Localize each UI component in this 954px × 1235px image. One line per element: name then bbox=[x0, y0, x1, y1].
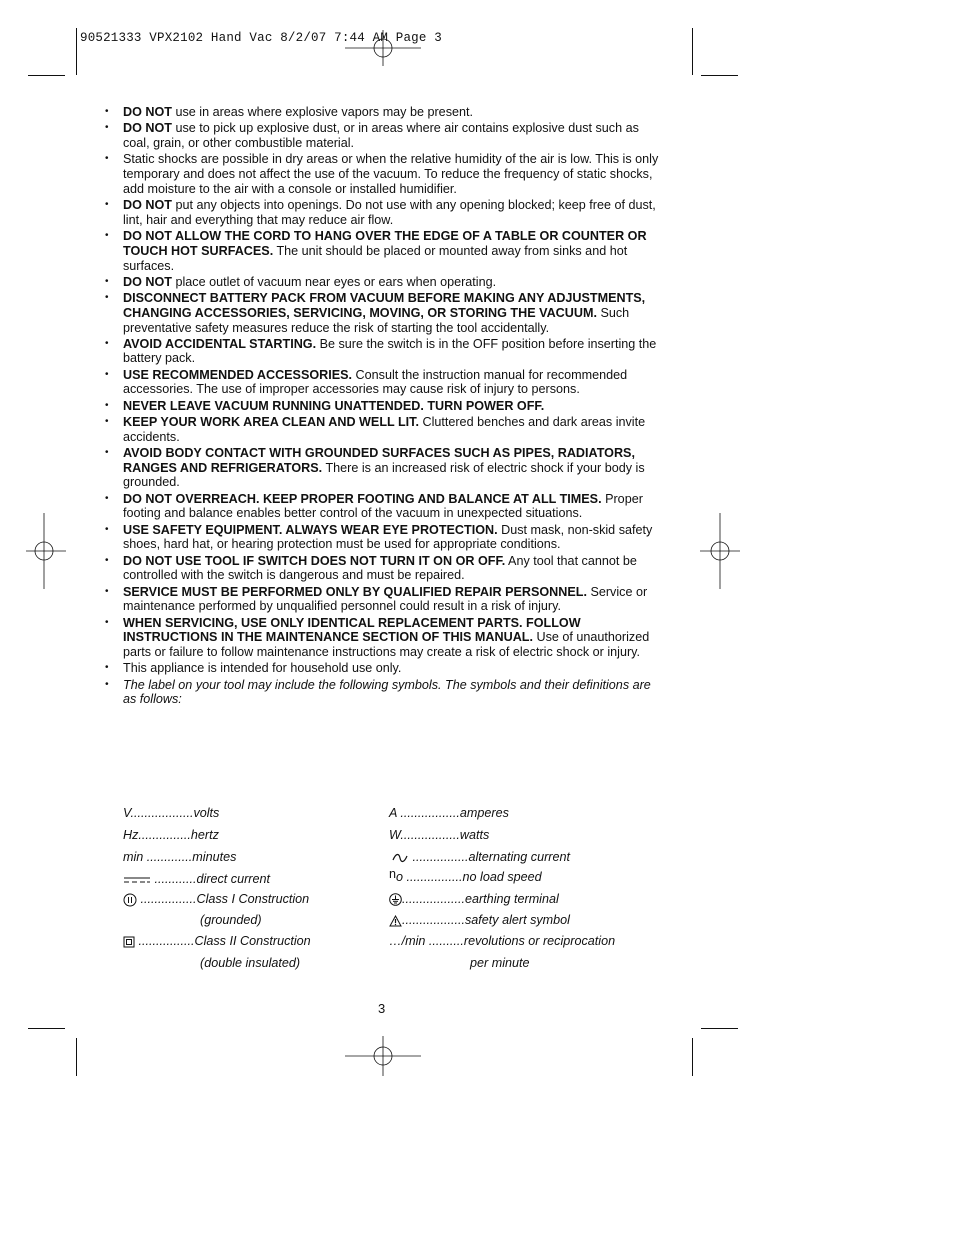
item-emphasis: KEEP YOUR WORK AREA CLEAN AND WELL LIT. bbox=[123, 414, 419, 429]
item-emphasis: SERVICE MUST BE PERFORMED ONLY BY QUALIFIED REPAIR PERSONNEL. bbox=[123, 584, 587, 599]
bullet: • bbox=[105, 291, 109, 303]
crop-mark bbox=[28, 1028, 65, 1029]
item-emphasis: DO NOT bbox=[123, 274, 172, 289]
item-emphasis: DO NOT bbox=[123, 197, 172, 212]
safety-instructions-list bbox=[105, 105, 665, 709]
list-item bbox=[105, 198, 665, 228]
symbol-row-hertz: Hz...............hertz bbox=[123, 828, 219, 842]
symbol-row-alternating-current: ................alternating current bbox=[389, 850, 570, 864]
list-item bbox=[105, 523, 665, 553]
item-emphasis: DO NOT OVERREACH. KEEP PROPER FOOTING AND BALANCE AT ALL TIMES. bbox=[123, 491, 602, 506]
symbol-row-class-2-note: (double insulated) bbox=[200, 956, 301, 970]
symbol-row-direct-current: ............direct current bbox=[123, 872, 270, 886]
item-emphasis: NEVER LEAVE VACUUM RUNNING UNATTENDED. TURN POWER OFF. bbox=[123, 398, 545, 413]
safety-alert-icon bbox=[389, 915, 402, 927]
item-text: Cluttered benches and dark areas invite accidents. bbox=[123, 414, 646, 444]
crop-mark bbox=[692, 28, 693, 75]
bullet: • bbox=[105, 153, 109, 165]
symbols-intro bbox=[105, 678, 665, 708]
item-emphasis: USE SAFETY EQUIPMENT. ALWAYS WEAR EYE PROTECTION. bbox=[123, 522, 498, 537]
list-item bbox=[105, 585, 665, 615]
item-emphasis: DO NOT bbox=[123, 121, 172, 136]
bullet: • bbox=[105, 368, 109, 380]
symbol-row-class-2: ................Class II Construction bbox=[123, 934, 311, 948]
bullet: • bbox=[105, 122, 109, 134]
symbol-row-minutes: min .............minutes bbox=[123, 850, 237, 864]
bullet: • bbox=[105, 399, 109, 411]
item-emphasis: DO NOT ALLOW THE CORD TO HANG OVER THE EDGE OF A TABLE OR COUNTER OR TOUCH HOT SURFACES. bbox=[123, 228, 647, 258]
symbol-row-amperes: A .................amperes bbox=[389, 806, 509, 820]
bullet: • bbox=[105, 106, 109, 117]
item-emphasis: AVOID BODY CONTACT WITH GROUNDED SURFACES SUCH AS PIPES, RADIATORS, RANGES AND REFRIGERATORS. bbox=[123, 445, 635, 475]
list-item bbox=[105, 399, 665, 414]
item-text: The unit should be placed or mounted away from sinks and hot surfaces. bbox=[123, 243, 628, 273]
page-number: 3 bbox=[378, 1001, 386, 1016]
item-emphasis: DO NOT USE TOOL IF SWITCH DOES NOT TURN IT ON OR OFF. bbox=[123, 553, 506, 568]
symbol-row-safety-alert: ..................safety alert symbol bbox=[389, 913, 570, 927]
crop-mark bbox=[76, 1038, 77, 1076]
print-slug: 90521333 VPX2102 Hand Vac 8/2/07 7:44 AM Page 3 bbox=[80, 31, 442, 45]
crop-mark bbox=[76, 28, 77, 75]
no-load-symbol: no bbox=[389, 867, 404, 884]
list-item bbox=[105, 121, 665, 151]
item-emphasis: AVOID ACCIDENTAL STARTING. bbox=[123, 336, 317, 351]
item-text: Proper footing and balance enables better control of the vacuum in unexpected situations. bbox=[123, 491, 643, 521]
alternating-current-icon bbox=[391, 853, 409, 863]
item-text: Any tool that cannot be controlled with the switch is dangerous and must be repaired. bbox=[123, 553, 637, 583]
registration-mark-left bbox=[24, 513, 68, 589]
symbol-row-watts: W.................watts bbox=[389, 828, 490, 842]
list-item bbox=[105, 152, 665, 196]
symbol-row-volts: V..................volts bbox=[123, 806, 220, 820]
registration-mark-bottom bbox=[345, 1036, 421, 1078]
crop-mark bbox=[701, 75, 738, 76]
bullet: • bbox=[105, 678, 109, 690]
item-emphasis: USE RECOMMENDED ACCESSORIES. bbox=[123, 367, 353, 382]
crop-mark bbox=[28, 75, 65, 76]
symbol-row-rpm: …/min ..........revolutions or reciprocation bbox=[389, 934, 616, 948]
class-2-icon bbox=[123, 936, 135, 948]
item-text: Use of unauthorized parts or failure to follow maintenance instructions may create a risk of electric shock or injury. bbox=[123, 630, 650, 660]
class-1-icon bbox=[123, 893, 137, 907]
bullet: • bbox=[105, 523, 109, 535]
symbols-intro-text: The label on your tool may include the following symbols. The symbols and their definitions are as follows: bbox=[123, 677, 651, 707]
list-item bbox=[105, 415, 665, 445]
item-text: There is an increased risk of electric shock if your body is grounded. bbox=[123, 460, 645, 490]
item-text: This appliance is intended for household use only. bbox=[123, 661, 402, 676]
bullet: • bbox=[105, 229, 109, 241]
bullet: • bbox=[105, 198, 109, 210]
bullet: • bbox=[105, 554, 109, 566]
list-item bbox=[105, 554, 665, 584]
list-item bbox=[105, 616, 665, 660]
item-text: Be sure the switch is in the OFF position before inserting the battery pack. bbox=[123, 336, 657, 366]
bullet: • bbox=[105, 415, 109, 427]
item-emphasis: DO NOT bbox=[123, 105, 172, 119]
item-text: use to pick up explosive dust, or in areas where air contains explosive dust such as coal, grain, or other combustible material. bbox=[123, 121, 639, 150]
bullet: • bbox=[105, 275, 109, 287]
list-item bbox=[105, 275, 665, 290]
list-item bbox=[105, 105, 665, 120]
item-text: put any objects into openings. Do not use with any opening blocked; keep free of dust, lint, hair and everything that may reduce air flow. bbox=[123, 197, 656, 227]
item-text: Such preventative safety measures reduce the risk of starting the tool accidentally. bbox=[123, 305, 630, 335]
item-text: place outlet of vacuum near eyes or ears when operating. bbox=[171, 274, 497, 289]
symbol-row-rpm-note: per minute bbox=[470, 956, 530, 970]
item-text: Dust mask, non-skid safety shoes, hard hat, or hearing protection must be used for appropriate conditions. bbox=[123, 522, 653, 552]
registration-mark-top bbox=[345, 28, 421, 68]
symbol-row-class-1-note: (grounded) bbox=[200, 913, 262, 927]
list-item bbox=[105, 492, 665, 522]
item-text: use in areas where explosive vapors may be present. bbox=[171, 105, 473, 119]
list-item bbox=[105, 291, 665, 335]
symbol-row-earthing: ..................earthing terminal bbox=[389, 892, 559, 906]
item-text: Service or maintenance performed by unqualified personnel could result in a risk of injury. bbox=[123, 584, 648, 614]
list-item bbox=[105, 446, 665, 490]
direct-current-icon bbox=[123, 875, 151, 885]
bullet: • bbox=[105, 616, 109, 628]
list-item bbox=[105, 229, 665, 273]
item-emphasis: DISCONNECT BATTERY PACK FROM VACUUM BEFORE MAKING ANY ADJUSTMENTS, CHANGING ACCESSORIES, SERVICING, MOVING, OR STORING THE VACUUM. bbox=[123, 290, 646, 320]
symbol-row-no-load-speed: no ................no load speed bbox=[389, 867, 542, 884]
earthing-icon bbox=[389, 893, 402, 906]
list-item bbox=[105, 368, 665, 398]
bullet: • bbox=[105, 662, 109, 674]
registration-mark-right bbox=[698, 513, 742, 589]
list-item bbox=[105, 661, 665, 676]
item-text: Static shocks are possible in dry areas or when the relative humidity of the air is low. This is only temporary and does not affect the use of the vacuum. To reduce the frequency of static shocks, add moisture to the air with a console or installed humidifier. bbox=[123, 152, 659, 196]
item-emphasis: WHEN SERVICING, USE ONLY IDENTICAL REPLACEMENT PARTS. FOLLOW INSTRUCTIONS IN THE MAINTENANCE SECTION OF THIS MANUAL. bbox=[123, 615, 581, 645]
symbol-row-class-1: ................Class I Construction bbox=[123, 892, 309, 907]
bullet: • bbox=[105, 585, 109, 597]
bullet: • bbox=[105, 446, 109, 458]
crop-mark bbox=[701, 1028, 738, 1029]
item-text: Consult the instruction manual for recommended accessories. The use of improper accessories may cause risk of injury to persons. bbox=[123, 367, 628, 397]
bullet: • bbox=[105, 492, 109, 504]
list-item bbox=[105, 337, 665, 367]
crop-mark bbox=[692, 1038, 693, 1076]
bullet: • bbox=[105, 337, 109, 349]
